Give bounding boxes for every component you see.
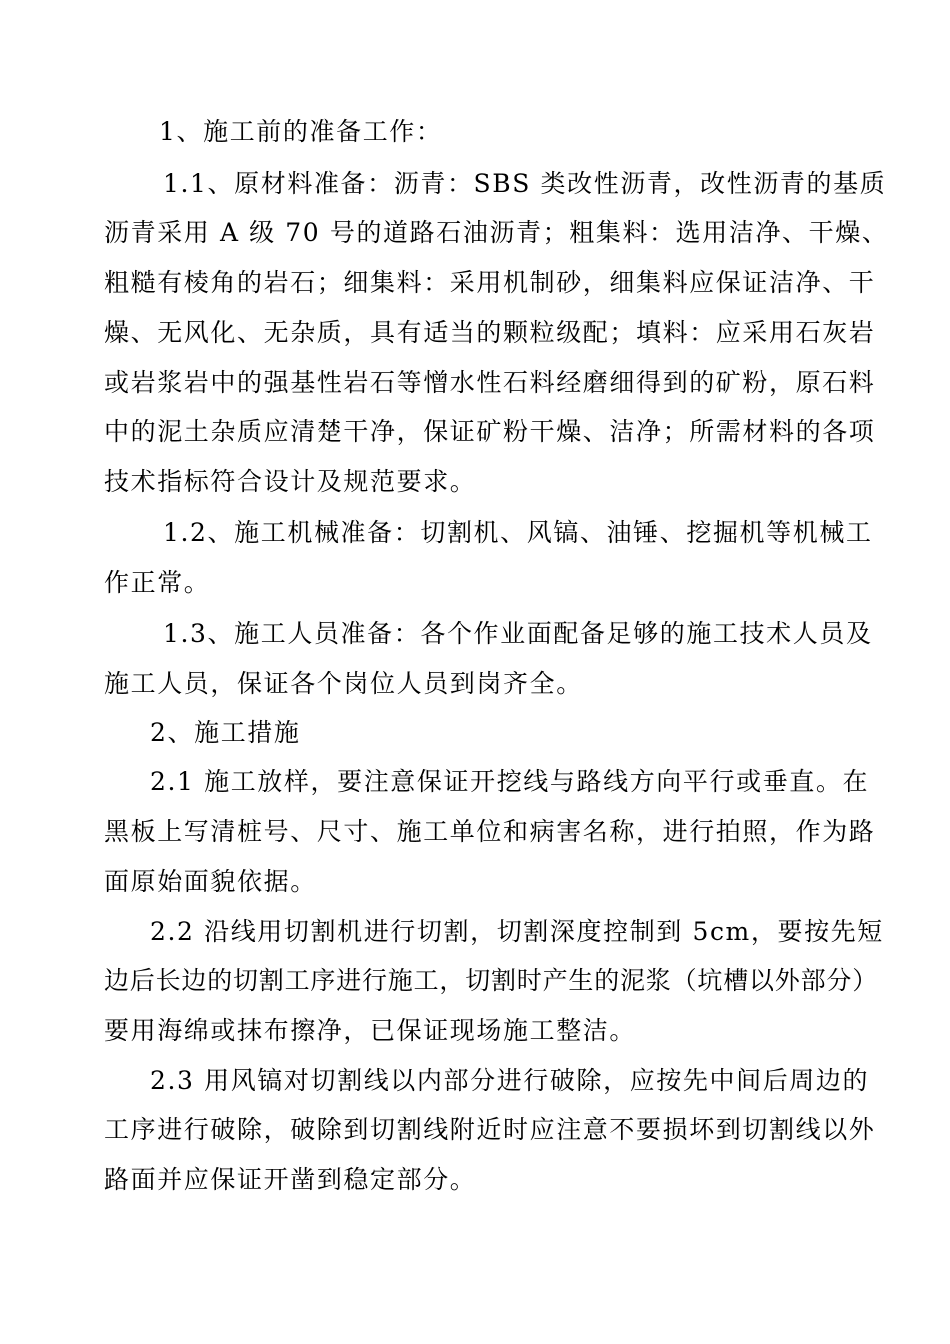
paragraph-2-2-line: 要用海绵或抹布擦净，已保证现场施工整洁。 [104,1016,637,1045]
paragraph-1-1-line: 中的泥土杂质应清楚干净，保证矿粉干燥、洁净；所需材料的各项 [104,417,876,446]
paragraph-2-1-line: 面原始面貌依据。 [104,867,317,896]
paragraph-1-3-line: 施工人员，保证各个岗位人员到岗齐全。 [104,669,583,698]
paragraph-1-1-line: 粗糙有棱角的岩石；细集料：采用机制砂，细集料应保证洁净、干 [104,268,876,297]
paragraph-2-2-line: 边后长边的切割工序进行施工，切割时产生的泥浆（坑槽以外部分） [104,966,879,995]
paragraph-2-1-line: 黑板上写清桩号、尺寸、施工单位和病害名称，进行拍照，作为路 [104,817,876,846]
paragraph-2-3-line: 2.3 用风镐对切割线以内部分进行破除，应按先中间后周边的 [150,1066,870,1095]
paragraph-2-2-line: 2.2 沿线用切割机进行切割，切割深度控制到 5cm，要按先短 [150,917,884,946]
paragraph-2-1-line: 2.1 施工放样，要注意保证开挖线与路线方向平行或垂直。在 [150,767,870,796]
paragraph-1-2-line: 1.2、施工机械准备：切割机、风镐、油锤、挖掘机等机械工 [163,518,873,547]
heading-section-1: 1、施工前的准备工作： [159,117,443,146]
paragraph-1-2-line: 作正常。 [104,568,211,597]
paragraph-1-1-line: 1.1、原材料准备：沥青：SBS 类改性沥青，改性沥青的基质 [163,169,887,198]
paragraph-2-3-line: 工序进行破除，破除到切割线附近时应注意不要损坏到切割线以外 [104,1115,876,1144]
paragraph-1-1-line: 燥、无风化、无杂质，具有适当的颗粒级配；填料：应采用石灰岩 [104,318,876,347]
paragraph-1-1-line: 技术指标符合设计及规范要求。 [104,467,477,496]
paragraph-1-1-line: 沥青采用 A 级 70 号的道路石油沥青；粗集料：选用洁净、干燥、 [104,218,889,247]
paragraph-1-3-line: 1.3、施工人员准备：各个作业面配备足够的施工技术人员及 [163,619,873,648]
paragraph-1-1-line: 或岩浆岩中的强基性岩石等憎水性石料经磨细得到的矿粉，原石料 [104,368,876,397]
paragraph-2-3-line: 路面并应保证开凿到稳定部分。 [104,1165,477,1194]
heading-section-2: 2、施工措施 [150,718,301,747]
